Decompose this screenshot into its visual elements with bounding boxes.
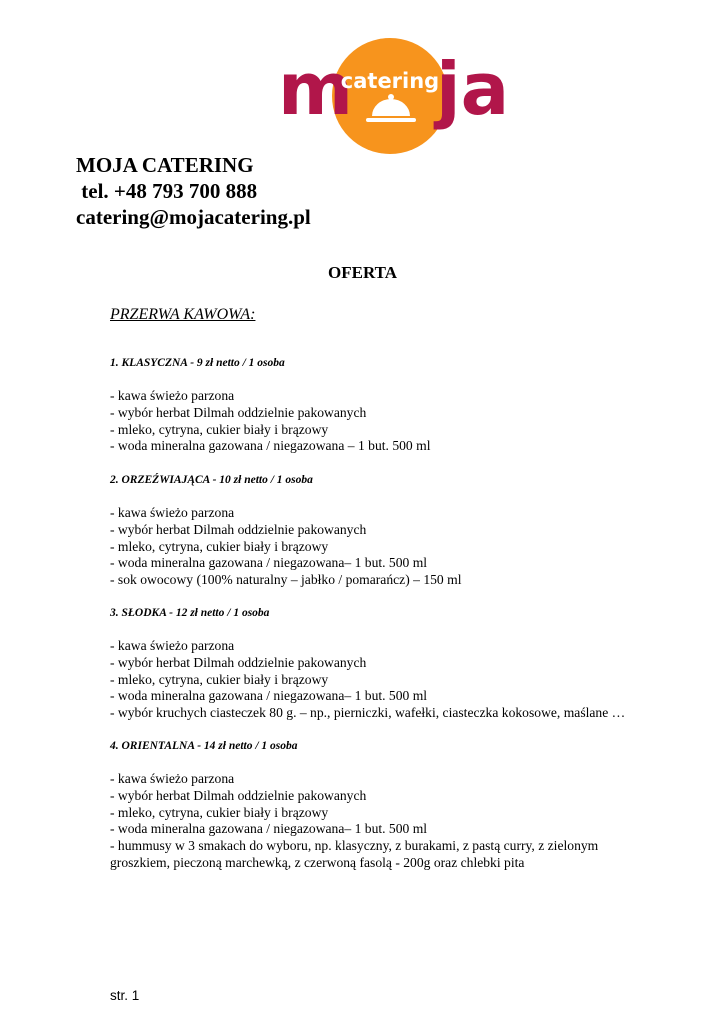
logo-letter-m: m (278, 47, 354, 131)
list-item: - wybór herbat Dilmah oddzielnie pakowanych (110, 654, 367, 670)
package-heading: 3. SŁODKA - 12 zł netto / 1 osoba (110, 607, 270, 619)
list-item: - woda mineralna gazowana / niegazowana – 1 but. 500 ml (110, 438, 431, 454)
list-item: - hummusy w 3 smakach do wyboru, np. klasyczny, z burakami, z pastą curry, z zielonym groszkiem, pieczoną marchewką, z czerwoną fasolą - 200g oraz chlebki pita (110, 838, 599, 870)
list-item: - kawa świeżo parzona (110, 771, 235, 786)
list-item: - wybór herbat Dilmah oddzielnie pakowanych (110, 404, 367, 420)
company-name: MOJA CATERING (76, 153, 254, 177)
list-item: - woda mineralna gazowana / niegazowana– 1 but. 500 ml (110, 688, 428, 704)
package-items (110, 388, 690, 455)
list-item: - sok owocowy (100% naturalny – jabłko / pomarańcz) – 150 ml (110, 572, 462, 588)
list-item: - mleko, cytryna, cukier biały i brązowy (110, 804, 329, 820)
moja-catering-logo (0, 30, 725, 170)
list-item: - woda mineralna gazowana / niegazowana– 1 but. 500 ml (110, 555, 428, 571)
package-items (110, 771, 650, 872)
package-heading: 1. KLASYCZNA - 9 zł netto / 1 osoba (110, 357, 285, 369)
section-title: PRZERWA KAWOWA: (110, 306, 256, 323)
package-heading: 2. ORZEŹWIAJĄCA - 10 zł netto / 1 osoba (110, 474, 313, 486)
list-item: - mleko, cytryna, cukier biały i brązowy (110, 671, 329, 687)
company-phone: tel. +48 793 700 888 (76, 179, 258, 203)
page-number: str. 1 (110, 988, 140, 1003)
company-email: catering@mojacatering.pl (76, 205, 311, 229)
logo-letters-ja: ja (436, 47, 510, 131)
list-item: - wybór herbat Dilmah oddzielnie pakowanych (110, 521, 367, 537)
list-item: - mleko, cytryna, cukier biały i brązowy (110, 421, 329, 437)
list-item: - woda mineralna gazowana / niegazowana– 1 but. 500 ml (110, 821, 428, 837)
package-items (110, 505, 690, 589)
list-item: - mleko, cytryna, cukier biały i brązowy (110, 538, 329, 554)
list-item: - wybór herbat Dilmah oddzielnie pakowanych (110, 787, 367, 803)
list-item: - kawa świeżo parzona (110, 638, 235, 653)
list-item: - kawa świeżo parzona (110, 388, 235, 403)
company-info (76, 152, 311, 230)
list-item: - kawa świeżo parzona (110, 505, 235, 520)
package-heading: 4. ORIENTALNA - 14 zł netto / 1 osoba (110, 740, 298, 752)
list-item: - wybór kruchych ciasteczek 80 g. – np., pierniczki, wafełki, ciasteczka kokosowe, maślane … (110, 705, 626, 721)
package-items (110, 638, 690, 722)
offer-title: OFERTA (328, 263, 397, 282)
logo-badge-text: catering (340, 69, 440, 93)
